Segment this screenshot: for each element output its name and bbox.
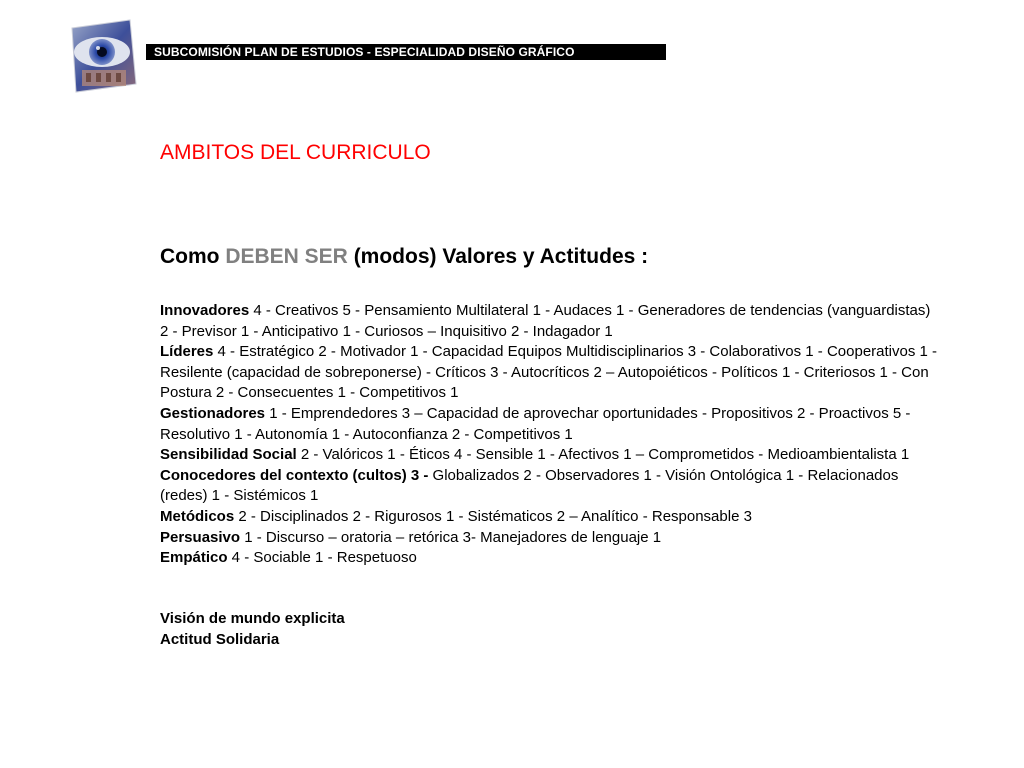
attribute-term: Metódicos xyxy=(160,507,235,525)
header-banner: SUBCOMISIÓN PLAN DE ESTUDIOS - ESPECIALIDAD DISEÑO GRÁFICO xyxy=(146,44,666,60)
section-title: AMBITOS DEL CURRICULO xyxy=(160,141,431,164)
closing-block xyxy=(160,609,345,650)
attribute-text: 2 - Valóricos 1 - Éticos 4 - Sensible 1 - Afectivos 1 – Comprometidos - Medioambientalista 1 xyxy=(296,446,910,464)
subtitle-highlight: DEBEN SER xyxy=(225,245,348,268)
attribute-text: Globalizados 2 - Observadores 1 - Visión Ontológica 1 - Relacionados (redes) 1 - Sistémicos 1 xyxy=(160,466,899,505)
attribute-term: Gestionadores xyxy=(160,404,266,422)
attribute-item xyxy=(160,548,940,569)
attribute-term: Conocedores del contexto (cultos) 3 - xyxy=(160,466,429,484)
attribute-text: 2 - Disciplinados 2 - Rigurosos 1 - Sistématicos 2 – Analítico - Responsable 3 xyxy=(234,507,752,525)
attribute-term: Innovadores xyxy=(160,302,250,319)
attribute-item xyxy=(160,342,940,404)
attribute-term: Empático xyxy=(160,549,228,567)
subtitle-part2: (modos) Valores y Actitudes : xyxy=(347,245,649,268)
attribute-text: 4 - Estratégico 2 - Motivador 1 - Capacidad Equipos Multidisciplinarios 3 - Colaborativos 1 - Cooperativos 1 - Resilente (capacidad de sobreponerse) - Críticos 3 - Autocríticos 2 – Autopoiéticos - Políticos 1 - Criteriosos 1 - Con Postura 2 - Consecuentes 1 - Competitivos 1 xyxy=(160,343,938,402)
attribute-term: Líderes xyxy=(160,343,214,361)
closing-line-solidarity: Actitud Solidaria xyxy=(160,630,280,648)
attribute-text: 4 - Sociable 1 - Respetuoso xyxy=(227,549,417,567)
attribute-item xyxy=(160,445,940,466)
attribute-text: 1 - Emprendedores 3 – Capacidad de aprovechar oportunidades - Propositivos 2 - Proactivos 5 - Resolutivo 1 - Autonomía 1 - Autoconfianza 2 - Competitivos 1 xyxy=(160,404,911,443)
attribute-item xyxy=(160,507,940,528)
eye-logo-icon xyxy=(68,18,138,94)
attribute-item xyxy=(160,404,940,445)
attribute-item xyxy=(160,528,940,549)
subtitle xyxy=(160,244,648,270)
attributes-list xyxy=(160,301,940,569)
attribute-text: 4 - Creativos 5 - Pensamiento Multilateral 1 - Audaces 1 - Generadores de tendencias (vanguardistas) 2 - Previsor 1 - Anticipativo 1 - Curiosos – Inquisitivo 2 - Indagador 1 xyxy=(160,302,931,340)
attribute-item xyxy=(160,301,940,342)
attribute-term: Sensibilidad Social xyxy=(160,446,297,464)
closing-line-vision: Visión de mundo explicita xyxy=(160,610,345,627)
attribute-text: 1 - Discurso – oratoria – retórica 3- Manejadores de lenguaje 1 xyxy=(240,528,662,546)
subtitle-part1: Como xyxy=(160,245,226,268)
attribute-item xyxy=(160,466,940,507)
attribute-term: Persuasivo xyxy=(160,528,241,546)
